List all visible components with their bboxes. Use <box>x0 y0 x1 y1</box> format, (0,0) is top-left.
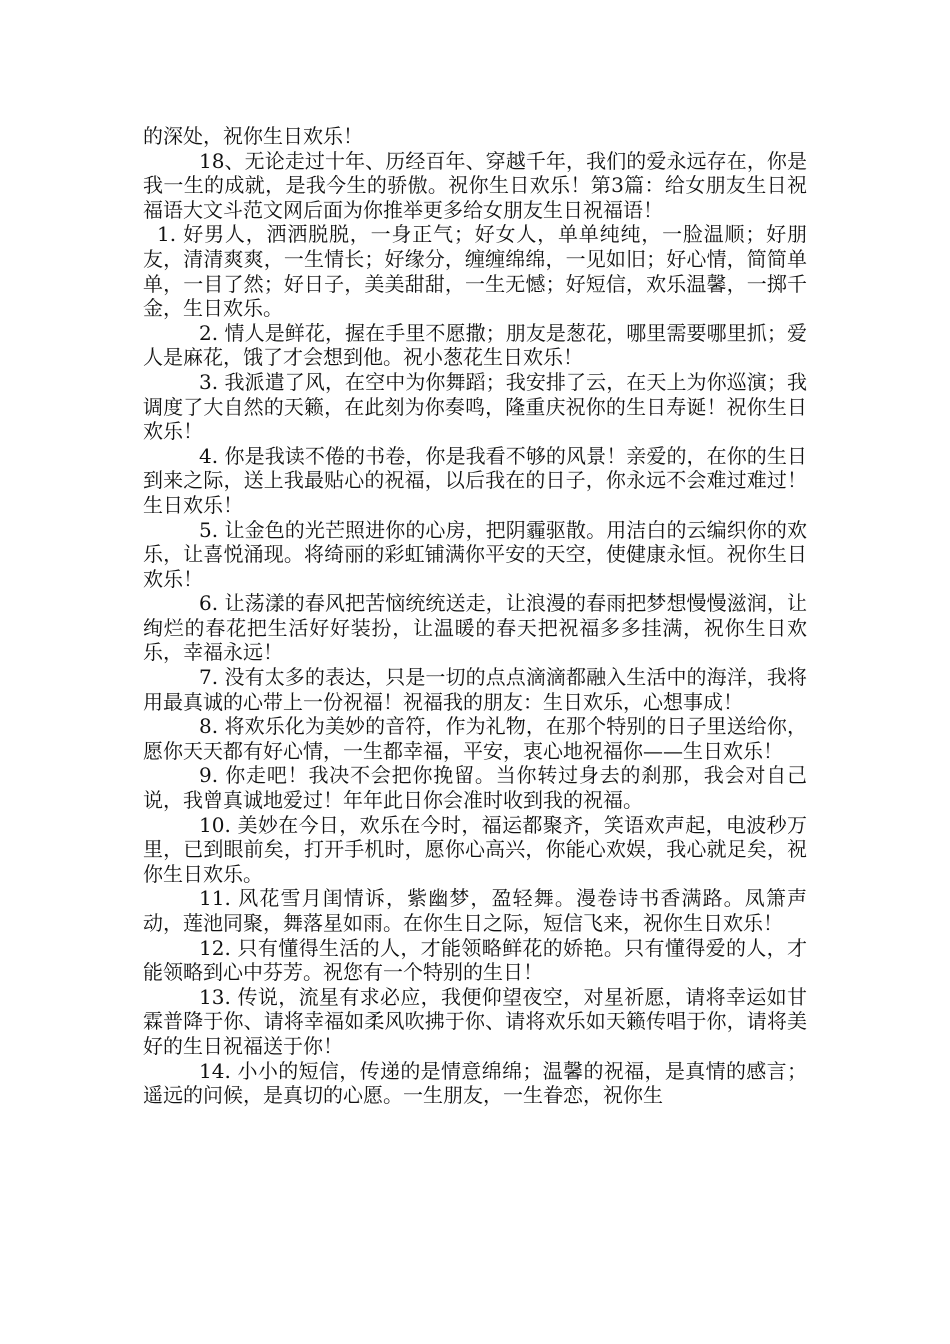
paragraph-item-10: 10. 美妙在今日，欢乐在今时，福运都聚齐，笑语欢声起，电波秒万里，已到眼前矣，打开手机时，愿你心高兴，你能心欢娱，我心就足矣，祝你生日欢乐。 <box>143 812 807 886</box>
paragraph-item-13: 13. 传说，流星有求必应，我便仰望夜空，对星祈愿，请将幸运如甘霖普降于你、请将幸福如柔风吹拂于你、请将欢乐如天籁传唱于你，请将美好的生日祝福送于你！ <box>143 984 807 1058</box>
paragraph-item-1: 1. 好男人，洒洒脱脱，一身正气；好女人，单单纯纯，一脸温顺；好朋友，清清爽爽，一生情长；好缘分，缠缠绵绵，一见如旧；好心情，简简单单，一目了然；好日子，美美甜甜，一生无憾；好短信，欢乐温馨，一掷千金，生日欢乐。 <box>143 222 807 321</box>
paragraph-item-7: 7. 没有太多的表达，只是一切的点点滴滴都融入生活中的海洋，我将用最真诚的心带上一份祝福！祝福我的朋友：生日欢乐，心想事成！ <box>143 665 807 714</box>
paragraph-item-5: 5. 让金色的光芒照进你的心房，把阴霾驱散。用洁白的云编织你的欢乐，让喜悦涌现。将绮丽的彩虹铺满你平安的天空，使健康永恒。祝你生日欢乐！ <box>143 517 807 591</box>
paragraph-item-9: 9. 你走吧！我决不会把你挽留。当你转过身去的刹那，我会对自己说，我曾真诚地爱过！年年此日你会准时收到我的祝福。 <box>143 763 807 813</box>
paragraph-item-3: 3. 我派遣了风，在空中为你舞蹈；我安排了云，在天上为你巡演；我调度了大自然的天籁，在此刻为你奏鸣，隆重庆祝你的生日寿诞！祝你生日欢乐！ <box>143 369 807 444</box>
paragraph-item-12: 12. 只有懂得生活的人，才能领略鲜花的娇艳。只有懂得爱的人，才能领略到心中芬芳。祝您有一个特别的生日！ <box>143 935 807 985</box>
paragraph-item-6: 6. 让荡漾的春风把苦恼统统送走，让浪漫的春雨把梦想慢慢滋润，让绚烂的春花把生活好好装扮，让温暖的春天把祝福多多挂满，祝你生日欢乐，幸福永远！ <box>143 591 807 665</box>
paragraph-item-2: 2. 情人是鲜花，握在手里不愿撒；朋友是葱花，哪里需要哪里抓；爱人是麻花，饿了才会想到他。祝小葱花生日欢乐！ <box>143 320 807 370</box>
paragraph-continuation: 的深处，祝你生日欢乐！ <box>143 124 363 148</box>
paragraph-item-14: 14. 小小的短信，传递的是情意绵绵；温馨的祝福，是真情的感言；遥远的问候，是真切的心愿。一生朋友，一生眷恋，祝你生 <box>143 1058 807 1108</box>
paragraph-item-11: 11. 风花雪月闺情诉，紫幽梦，盈轻舞。漫卷诗书香满路。凤箫声动，莲池同聚，舞落星如雨。在你生日之际，短信飞来，祝你生日欢乐！ <box>143 886 807 935</box>
document-body <box>143 124 807 1108</box>
paragraph-item-4: 4. 你是我读不倦的书卷，你是我看不够的风景！亲爱的，在你的生日到来之际，送上我最贴心的祝福，以后我在的日子，你永远不会难过难过！生日欢乐！ <box>143 443 807 517</box>
paragraph-18: 18、无论走过十年、历经百年、穿越千年，我们的爱永远存在，你是我一生的成就，是我今生的骄傲。祝你生日欢乐！第3篇：给女朋友生日祝福语大文斗范文网后面为你推举更多给女朋友生日祝福语！ <box>143 148 807 222</box>
paragraph-item-8: 8. 将欢乐化为美妙的音符，作为礼物，在那个特别的日子里送给你，愿你天天都有好心情，一生都幸福，平安，衷心地祝福你——生日欢乐！ <box>143 714 807 763</box>
